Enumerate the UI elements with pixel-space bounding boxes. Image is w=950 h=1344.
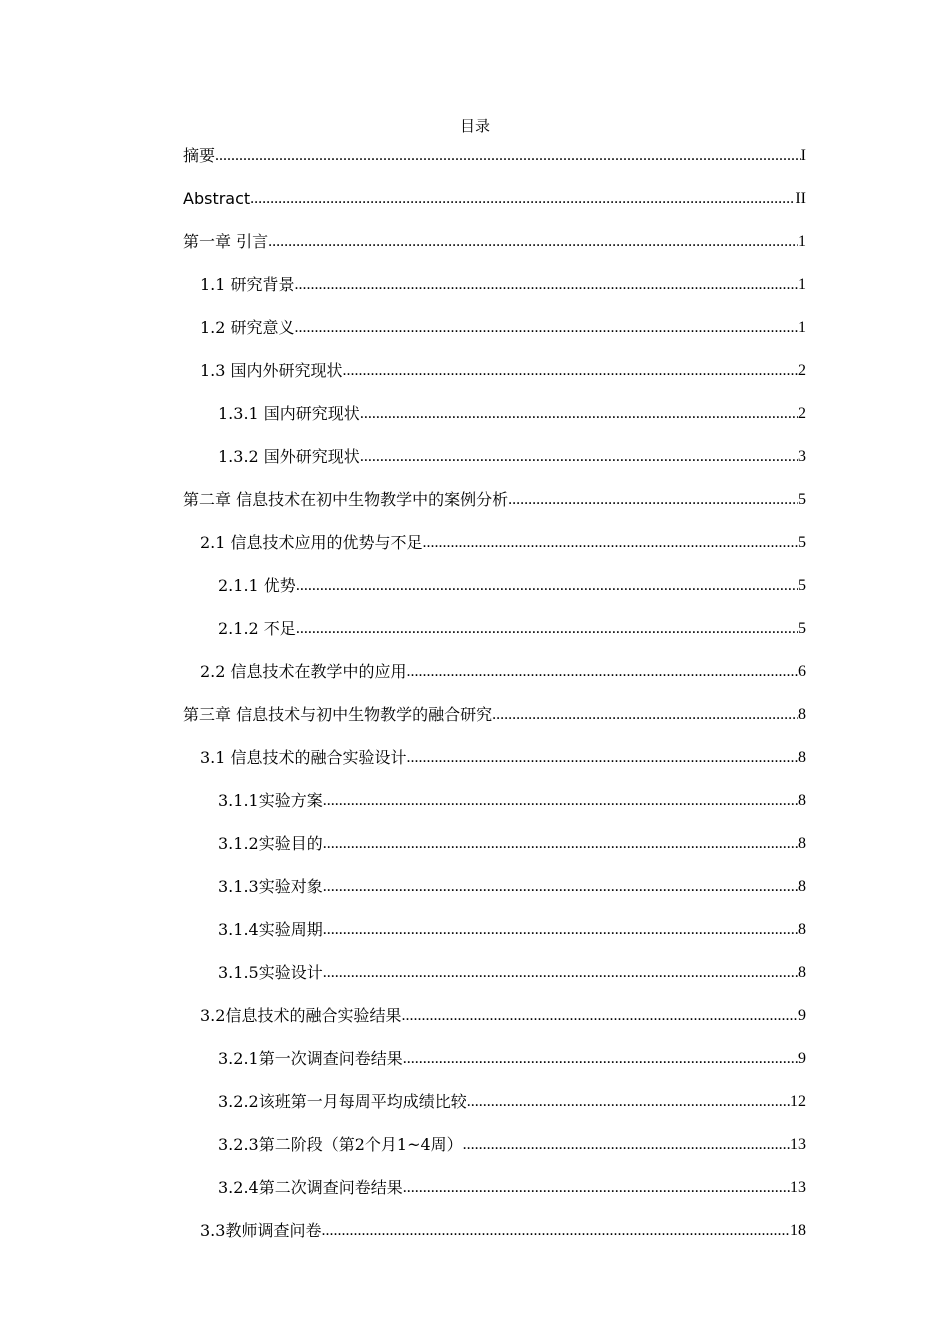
toc-entry-label: 第一章 引言 [183,232,269,251]
toc-entry[interactable] [218,857,806,900]
toc-entry[interactable] [183,685,806,728]
toc-page-number: 9 [798,1050,806,1067]
toc-page-number: 5 [798,534,806,551]
toc-entry[interactable] [218,556,806,599]
toc-entry[interactable] [200,255,806,298]
toc-entry[interactable] [218,1072,806,1115]
toc-entry-label: 3.1.1实验方案 [218,791,323,810]
toc-entry[interactable] [218,900,806,943]
toc-dot-leader [323,790,798,814]
toc-page-number: 8 [798,878,806,895]
toc-dot-leader [423,532,798,556]
toc-entry-label: 第二章 信息技术在初中生物教学中的案例分析 [183,490,509,509]
toc-entry-label: 3.1.3实验对象 [218,877,323,896]
toc-entry-label: 3.2.1第一次调查问卷结果 [218,1049,403,1068]
toc-entry[interactable] [218,427,806,470]
toc-page-number: 8 [798,706,806,723]
toc-entry[interactable] [218,943,806,986]
toc-dot-leader [296,575,798,599]
toc-entry-label: 1.2 研究意义 [200,318,295,337]
toc-dot-leader [492,704,798,728]
toc-page-number: 8 [798,792,806,809]
toc-page-number: 1 [798,319,806,336]
toc-page-number: 12 [790,1093,806,1110]
toc-dot-leader [295,274,798,298]
toc-entry[interactable] [200,298,806,341]
toc-page-number: 2 [798,362,806,379]
toc-page-number: 2 [798,405,806,422]
toc-dot-leader [323,962,798,986]
toc-entry[interactable] [218,771,806,814]
toc-entry[interactable] [218,1115,806,1158]
toc-entry-label: 1.3.1 国内研究现状 [218,404,360,423]
toc-page-number: 18 [790,1222,806,1239]
toc-entry[interactable] [218,1158,806,1201]
toc-page-number: II [795,190,806,207]
toc-entry[interactable] [183,470,806,513]
toc-entry[interactable] [218,1029,806,1072]
toc-dot-leader [467,1091,790,1115]
toc-entry-label: 3.2.4第二次调查问卷结果 [218,1178,403,1197]
toc-page-number: 8 [798,921,806,938]
toc-page-number: 5 [798,620,806,637]
toc-entry[interactable] [183,126,806,169]
toc-dot-leader [403,1048,798,1072]
toc-dot-leader [296,618,798,642]
toc-entry[interactable] [200,341,806,384]
toc-entry-label: 2.1.2 不足 [218,619,296,638]
toc-dot-leader [215,145,801,169]
toc-entry-label: 3.2.2该班第一月每周平均成绩比较 [218,1092,467,1111]
toc-page-number: 9 [798,1007,806,1024]
toc-page-number: 13 [790,1136,806,1153]
toc-dot-leader [360,403,798,427]
toc-page-number: 1 [798,233,806,250]
toc-page-number: 8 [798,749,806,766]
toc-entry-label: 3.3教师调查问卷 [200,1221,322,1240]
toc-entry[interactable] [218,814,806,857]
toc-page-number: 1 [798,276,806,293]
toc-dot-leader [401,1005,798,1029]
toc-entry[interactable] [200,986,806,1029]
toc-entry[interactable] [183,169,806,212]
toc-dot-leader [268,231,798,255]
toc-entry-label: 3.2.3第二阶段（第2个月1~4周） [218,1135,463,1154]
toc-dot-leader [323,919,798,943]
toc-dot-leader [323,833,798,857]
toc-entry[interactable] [183,212,806,255]
toc-page-number: 5 [798,491,806,508]
toc-entry[interactable] [218,599,806,642]
toc-entry-label: 1.3 国内外研究现状 [200,361,343,380]
toc-entry[interactable] [200,513,806,556]
toc-entry[interactable] [200,728,806,771]
toc-entry-label: 2.1.1 优势 [218,576,296,595]
toc-dot-leader [321,1220,790,1244]
toc-dot-leader [343,360,798,384]
toc-dot-leader [403,1177,790,1201]
toc-entry[interactable] [200,1201,806,1244]
toc-entry-label: Abstract [183,189,251,208]
toc-page-number: 8 [798,835,806,852]
page-title: 目录 [459,117,490,135]
toc-dot-leader [508,489,798,513]
toc-page-number: 8 [798,964,806,981]
toc-page-number: I [800,147,806,164]
toc-entry-label: 3.1.2实验目的 [218,834,323,853]
toc-entry-label: 2.2 信息技术在教学中的应用 [200,662,407,681]
toc-dot-leader [250,188,795,212]
toc-page-number: 13 [790,1179,806,1196]
toc-entry-label: 1.3.2 国外研究现状 [218,447,360,466]
toc-dot-leader [407,661,798,685]
toc-entry-label: 2.1 信息技术应用的优势与不足 [200,533,423,552]
toc-page-number: 5 [798,577,806,594]
toc-dot-leader [463,1134,790,1158]
toc-entry-label: 摘要 [183,146,216,165]
toc-dot-leader [407,747,798,771]
toc-entry-label: 1.1 研究背景 [200,275,295,294]
toc-entry-label: 3.1 信息技术的融合实验设计 [200,748,407,767]
toc-dot-leader [360,446,798,470]
toc-page-number: 3 [798,448,806,465]
toc-dot-leader [323,876,798,900]
toc-entry[interactable] [218,384,806,427]
toc-entry-label: 3.1.5实验设计 [218,963,323,982]
toc-entry[interactable] [200,642,806,685]
toc-page-number: 6 [798,663,806,680]
toc-entry-label: 3.2信息技术的融合实验结果 [200,1006,402,1025]
toc-entry-label: 第三章 信息技术与初中生物教学的融合研究 [183,705,493,724]
toc-entry-label: 3.1.4实验周期 [218,920,323,939]
toc-dot-leader [295,317,798,341]
